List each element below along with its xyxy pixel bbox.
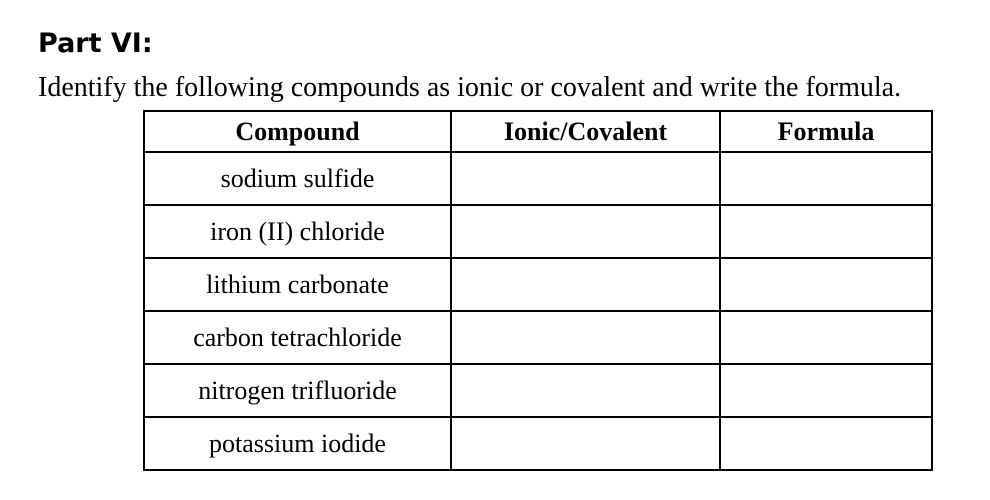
ionic-covalent-cell[interactable] [451, 364, 720, 417]
compound-cell: potassium iodide [144, 417, 451, 470]
column-header-ionic-covalent: Ionic/Covalent [451, 111, 720, 152]
table-row [144, 417, 932, 470]
table-row [144, 205, 932, 258]
ionic-covalent-cell[interactable] [451, 417, 720, 470]
compounds-table [143, 110, 933, 471]
table-row [144, 258, 932, 311]
compound-cell: carbon tetrachloride [144, 311, 451, 364]
formula-cell[interactable] [720, 417, 932, 470]
compound-cell: nitrogen trifluoride [144, 364, 451, 417]
compound-cell: iron (II) chloride [144, 205, 451, 258]
column-header-compound: Compound [144, 111, 451, 152]
ionic-covalent-cell[interactable] [451, 258, 720, 311]
formula-cell[interactable] [720, 364, 932, 417]
compound-cell: lithium carbonate [144, 258, 451, 311]
ionic-covalent-cell[interactable] [451, 152, 720, 205]
compound-cell: sodium sulfide [144, 152, 451, 205]
formula-cell[interactable] [720, 311, 932, 364]
ionic-covalent-cell[interactable] [451, 311, 720, 364]
column-header-formula: Formula [720, 111, 932, 152]
formula-cell[interactable] [720, 152, 932, 205]
ionic-covalent-cell[interactable] [451, 205, 720, 258]
table-row [144, 311, 932, 364]
table-row [144, 152, 932, 205]
instruction-text: Identify the following compounds as ionic or covalent and write the formula. [38, 72, 902, 103]
formula-cell[interactable] [720, 258, 932, 311]
formula-cell[interactable] [720, 205, 932, 258]
table-header-row [144, 111, 932, 152]
table-row [144, 364, 932, 417]
part-title: Part VI: [38, 28, 153, 59]
